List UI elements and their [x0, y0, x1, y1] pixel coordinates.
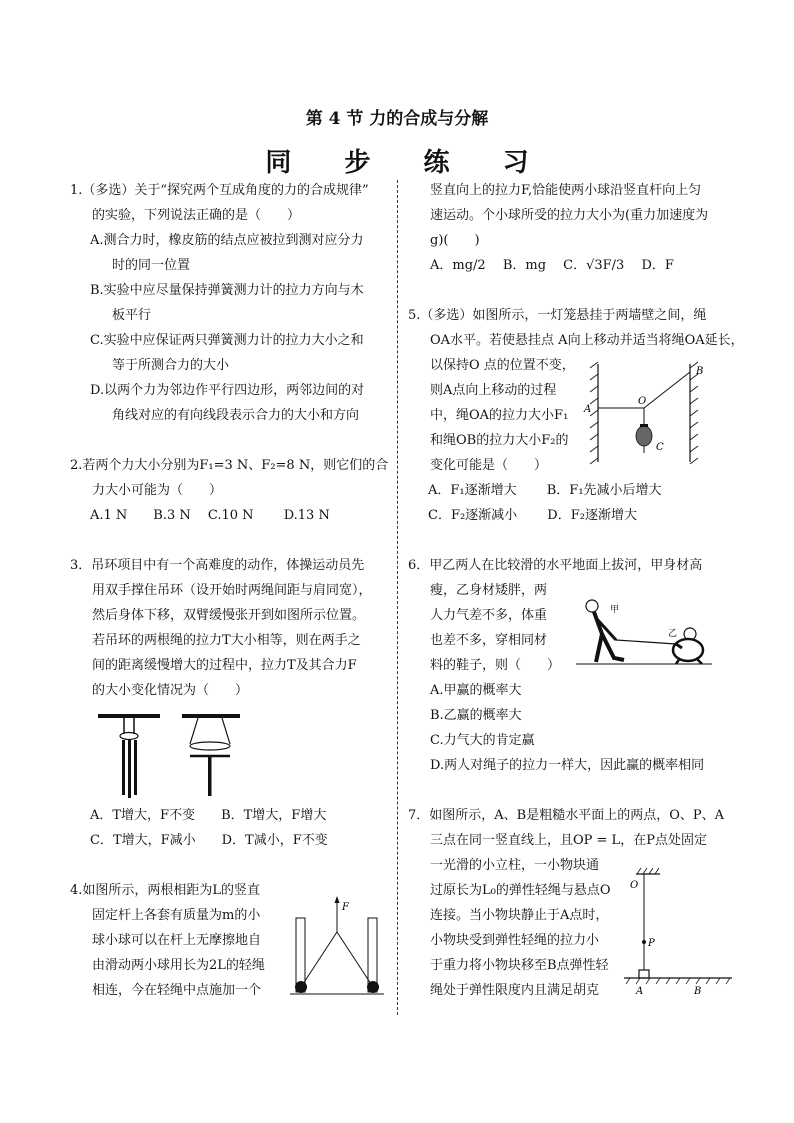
q5-line-2: OA水平。若使悬挂点 A向上移动并适当将绳OA延长，	[430, 333, 744, 348]
label-o: O	[638, 396, 647, 407]
q3-line-4: 若吊环的两根绳的拉力T大小相等，则在两手之	[92, 633, 361, 648]
q5-line-1: 5.（多选）如图所示，一灯笼悬挂于两墙壁之间，绳	[408, 308, 707, 323]
lantern-figure	[580, 358, 710, 468]
q1-option-d: D.以两个力为邻边作平行四边形，两邻边间的对	[90, 383, 365, 398]
q5-line-4: 则A点向上移动的过程	[430, 383, 557, 398]
q6-option-d: D.两人对绳子的拉力一样大，因此赢的概率相同	[430, 758, 705, 773]
q5-line-5: 中，绳OA的拉力大小F₁	[430, 408, 569, 423]
label-c: C	[656, 442, 664, 453]
q1-option-a: A.测合力时，橡皮筋的结点应被拉到测对应分力	[90, 233, 364, 248]
q2-line-1: 2.若两个力大小分别为F₁=3 N、F₂=8 N，则它们的合	[70, 458, 389, 473]
label-b: B	[694, 986, 702, 996]
q4c-line-1: 竖直向上的拉力F,恰能使两小球沿竖直杆向上匀	[430, 183, 702, 198]
q3-line-3: 然后身体下移，双臂缓慢张开到如图所示位置。	[92, 608, 366, 623]
q3-line-1: 3．吊环项目中有一个高难度的动作，体操运动员先	[70, 558, 365, 573]
q5-line-7: 变化可能是（ ）	[430, 458, 548, 473]
q4-line-3: 球小球可以在杆上无摩擦地自	[92, 933, 262, 948]
q3-line-5: 间的距离缓慢增大的过程中，拉力T及其合力F	[92, 658, 357, 673]
q7-line-8: 绳处于弹性限度内且满足胡克	[430, 983, 600, 998]
q7-line-5: 连接。当小物块静止于A点时，	[430, 908, 609, 923]
q6-option-c: C.力气大的肯定赢	[430, 733, 535, 748]
question-1	[70, 178, 400, 428]
q6-line-2: 瘦，乙身材矮胖，两	[430, 583, 548, 598]
q1-line-1: 1.（多选）关于“探究两个互成角度的力的合成规律”	[70, 183, 369, 198]
label-o: O	[630, 880, 639, 891]
elastic-rope-figure	[620, 866, 740, 996]
q6-line-1: 6．甲乙两人在比较滑的水平地面上拔河，甲身材高	[408, 558, 703, 573]
q7-line-2: 三点在同一竖直线上，且OP = L，在P点处固定	[430, 833, 707, 848]
label-p: P	[648, 938, 655, 949]
q1-option-a-cont: 时的同一位置	[112, 258, 191, 273]
label-yi: 乙	[668, 629, 678, 639]
question-2	[70, 453, 400, 528]
q7-line-6: 小物块受到弹性轻绳的拉力小	[430, 933, 600, 948]
q1-option-c-cont: 等于所测合力的大小	[112, 358, 230, 373]
q1-option-d-cont: 角线对应的有向线段表示合力的大小和方向	[112, 408, 360, 423]
exercise-heading: 同 步 练 习	[265, 148, 551, 178]
force-f-label: F	[342, 902, 349, 913]
q2-line-2: 力大小可能为（ ）	[92, 483, 223, 498]
q7-line-3: 一光滑的小立柱，一小物块通	[430, 858, 600, 873]
q1-line-2: 的实验，下列说法正确的是（ ）	[92, 208, 301, 223]
q3-line-6: 的大小变化情况为（ ）	[92, 683, 249, 698]
question-3	[70, 553, 400, 853]
q1-option-b: B.实验中应尽量保持弹簧测力计的拉力方向与木	[90, 283, 364, 298]
q3-options-cd: C．T增大，F减小 D．T减小，F不变	[90, 833, 328, 848]
label-b: B	[696, 366, 704, 377]
q5-line-3: 以保持O 点的位置不变，	[430, 358, 575, 373]
section-title: 第 4 节 力的合成与分解	[305, 109, 489, 129]
q7-line-1: 7．如图所示，A、B是粗糙水平面上的两点，O、P、A	[408, 808, 725, 823]
label-a: A	[584, 404, 592, 415]
q3-line-2: 用双手撑住吊环（设开始时两绳间距与肩同宽），	[92, 583, 372, 598]
q5-options-ab: A．F₁逐渐增大 B．F₁先减小后增大	[428, 483, 662, 498]
q6-option-b: B.乙赢的概率大	[430, 708, 522, 723]
q4-line-2: 固定杆上各套有质量为m的小	[92, 908, 261, 923]
q4-line-4: 由滑动两小球用长为2L的轻绳	[92, 958, 265, 973]
question-4-continued	[408, 178, 740, 278]
q1-option-c: C.实验中应保证两只弹簧测力计的拉力大小之和	[90, 333, 364, 348]
q5-options-cd: C．F₂逐渐减小 D．F₂逐渐增大	[428, 508, 637, 523]
q1-option-b-cont: 板平行	[112, 308, 152, 323]
q2-options: A.1 N B.3 N C.10 N D.13 N	[90, 508, 330, 523]
rods-figure	[290, 890, 390, 1000]
q4-line-5: 相连，今在轻绳中点施加一个	[92, 983, 262, 998]
label-a: A	[636, 986, 644, 996]
q6-line-3: 人力气差不多，体重	[430, 608, 548, 623]
q4-line-1: 4.如图所示，两根相距为L的竖直	[70, 883, 261, 898]
q4-options: A．mg/2 B．mg C．√3F/3 D．F	[430, 258, 674, 273]
q4c-line-3: g)( )	[430, 233, 480, 248]
q7-line-4: 过原长为L₀的弹性轻绳与悬点O	[430, 883, 611, 898]
q6-line-5: 料的鞋子，则（ ）	[430, 658, 561, 673]
q6-line-4: 也差不多，穿相同材	[430, 633, 548, 648]
q6-option-a: A.甲赢的概率大	[430, 683, 522, 698]
rings-figure	[98, 710, 248, 805]
q5-line-6: 和绳OB的拉力大小F₂的	[430, 433, 569, 448]
q7-line-7: 于重力将小物块移至B点弹性轻	[430, 958, 609, 973]
tug-of-war-figure	[572, 598, 722, 670]
label-jia: 甲	[610, 605, 620, 615]
q3-options-ab: A．T增大，F不变 B．T增大，F增大	[90, 808, 327, 823]
q4c-line-2: 速运动。个小球所受的拉力大小为(重力加速度为	[430, 208, 709, 223]
left-column	[70, 178, 400, 1003]
